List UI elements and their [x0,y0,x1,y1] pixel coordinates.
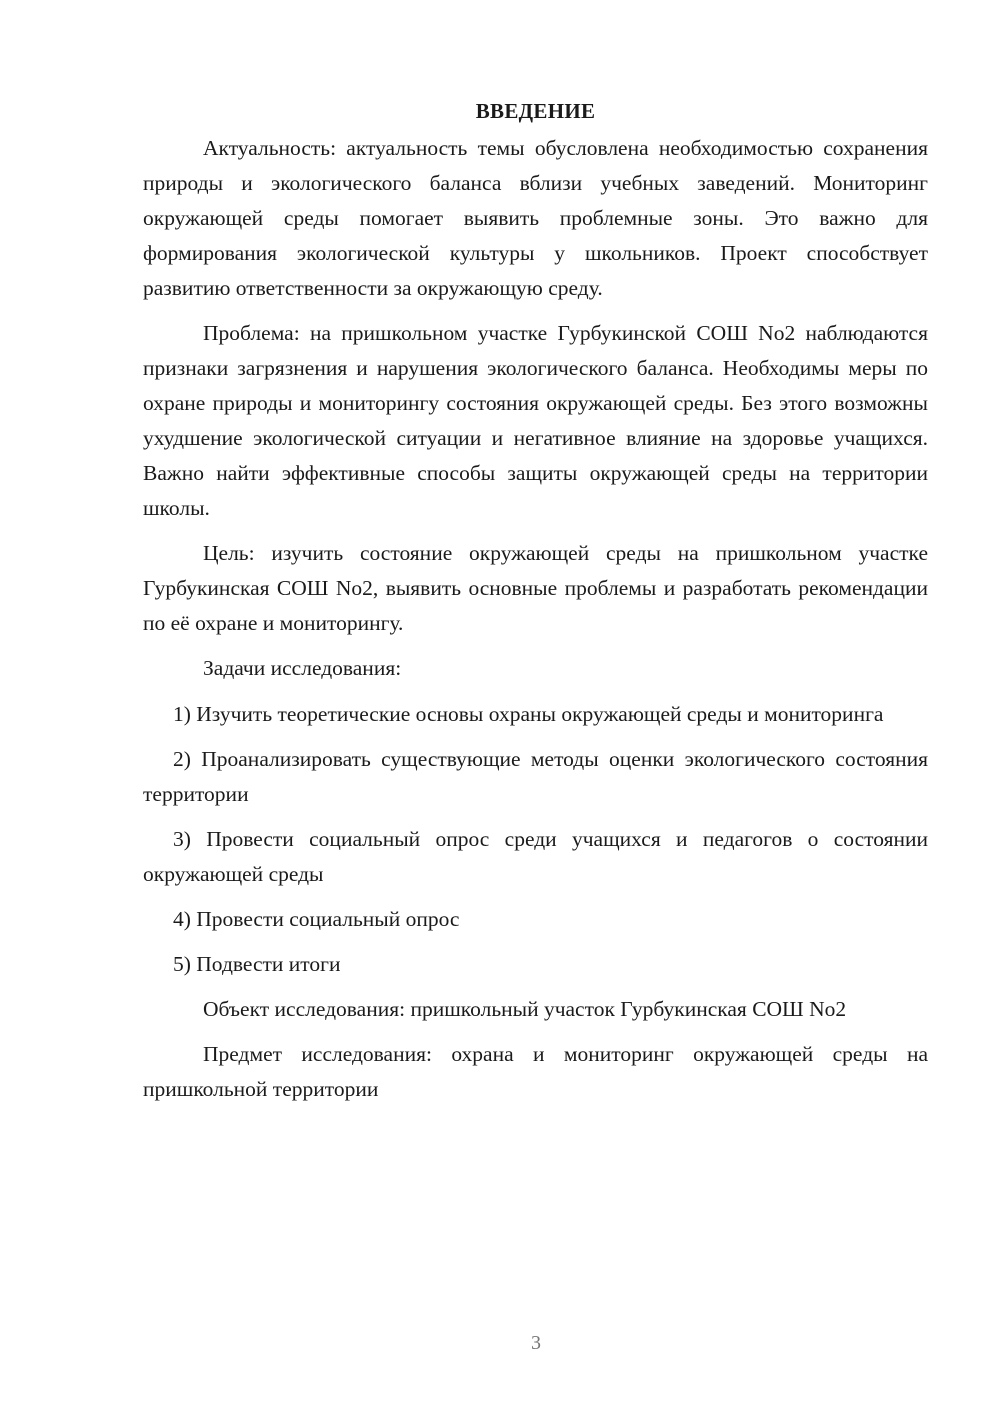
task-item: 5) Подвести итоги [173,952,341,976]
document-page [143,95,928,1117]
subject-paragraph: Предмет исследования: охрана и мониторинг окружающей среды на пришкольной территории [143,1042,928,1101]
task-item: 4) Провести социальный опрос [173,907,460,931]
object-paragraph: Объект исследования: пришкольный участок Гурбукинская СОШ No2 [203,997,847,1021]
tasks-label: Задачи исследования: [203,656,402,680]
problem-paragraph: Проблема: на пришкольном участке Гурбукинской СОШ No2 наблюдаются признаки загрязнения и нарушения экологического баланса. Необходимы меры по охране природы и мониторингу состояния окружающей среды. Без этого возможны ухудшение экологической ситуации и негативное влияние на здоровье учащихся. Важно найти эффективные способы защиты окружающей среды на территории школы. [143,321,928,520]
task-item: 2) Проанализировать существующие методы оценки экологического состояния территории [143,747,928,806]
section-heading: ВВЕДЕНИЕ [475,99,596,123]
relevance-paragraph: Актуальность: актуальность темы обусловлена необходимостью сохранения природы и экологического баланса вблизи учебных заведений. Мониторинг окружающей среды помогает выявить проблемные зоны. Это важно для формирования экологической культуры у школьников. Проект способствует развитию ответственности за окружающую среду. [143,136,928,300]
task-item: 3) Провести социальный опрос среди учащихся и педагогов о состоянии окружающей среды [143,827,928,886]
tasks-list [143,697,928,982]
goal-paragraph: Цель: изучить состояние окружающей среды на пришкольном участке Гурбукинская СОШ No2, выявить основные проблемы и разработать рекомендации по её охране и мониторингу. [143,541,928,635]
page-number: 3 [531,1332,541,1354]
task-item: 1) Изучить теоретические основы охраны окружающей среды и мониторинга [173,702,884,726]
